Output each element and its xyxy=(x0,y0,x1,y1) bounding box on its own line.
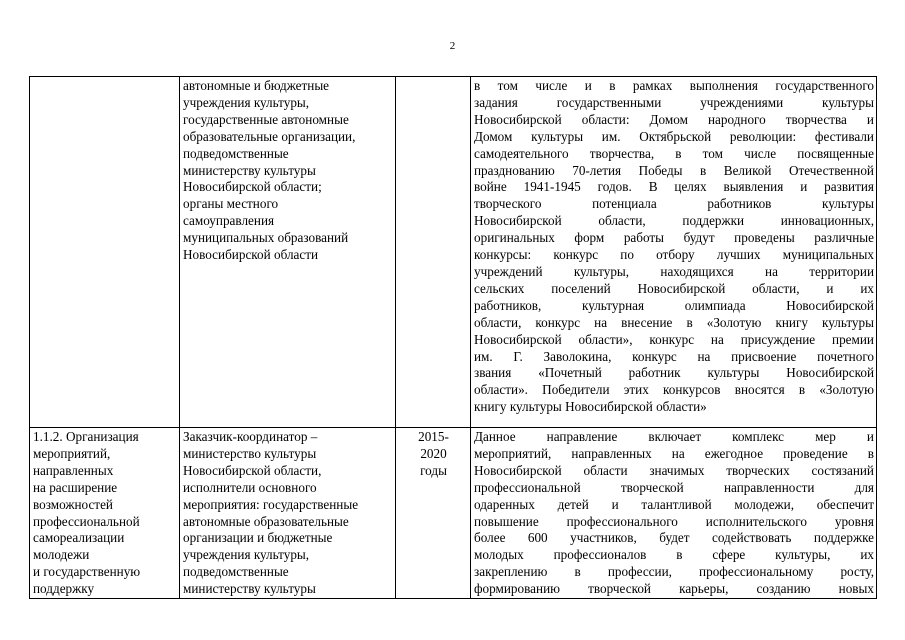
cell-text-line: задания государственными учреждениями культуры xyxy=(474,94,874,110)
cell-text-line: учреждения культуры, xyxy=(183,547,310,563)
description-cell xyxy=(471,428,877,599)
cell-text-line: мероприятий, xyxy=(33,445,111,461)
description-cell xyxy=(471,77,877,428)
table-row xyxy=(30,428,877,599)
cell-text-line: 1.1.2. Организация xyxy=(33,429,139,444)
cell-text-line: Новосибирской области xyxy=(183,247,319,263)
cell-text-line: области». Победители этих конкурсов вносятся в «Золотую xyxy=(474,382,874,398)
cell-text-line: работников, культурная олимпиада Новосибирской xyxy=(474,297,874,313)
cell-text-line: государственные автономные xyxy=(183,111,349,127)
cell-text-line: образовательные организации, xyxy=(183,128,356,144)
cell-text-line: Домом культуры им. Октябрьской революции: фестивали xyxy=(474,128,874,144)
cell-text-line: формированию творческой карьеры, созданию новых xyxy=(474,581,874,597)
cell-text-line: мероприятий, направленных на ежегодное проведение в xyxy=(474,445,874,461)
cell-text-line: годы xyxy=(420,462,447,478)
cell-text-line: им. Г. Заволокина, конкурс на присвоение почетного xyxy=(474,348,874,364)
cell-text-line: автономные и бюджетные xyxy=(183,78,330,93)
cell-text-line: Новосибирской области: Домом народного творчества и xyxy=(474,111,874,127)
cell-text-line: учреждений культуры, находящихся на территории xyxy=(474,263,874,279)
cell-text-line: министерству культуры xyxy=(183,162,316,178)
cell-text-line: подведомственные xyxy=(183,564,289,580)
cell-text-line: и государственную xyxy=(33,564,141,580)
cell-text-line: молодежи xyxy=(33,547,90,563)
cell-text-line: Заказчик-координатор – xyxy=(183,429,318,444)
cell-text-line: муниципальных образований xyxy=(183,230,349,246)
cell-text-line: Новосибирской области значимых творческих состязаний xyxy=(474,462,874,478)
cell-text-line: сельских поселений Новосибирской области, и их xyxy=(474,280,874,296)
period-cell xyxy=(396,77,471,428)
cell-text-line: организации и бюджетные xyxy=(183,530,333,546)
cell-text-line: подведомственные xyxy=(183,145,289,161)
cell-text-line: молодых профессионалов в сфере культуры, их xyxy=(474,547,874,563)
cell-text-line: 2015- xyxy=(418,429,449,444)
cell-text-line: учреждения культуры, xyxy=(183,94,310,110)
cell-text-line: исполнители основного xyxy=(183,479,317,495)
cell-text-line: Новосибирской области, поддержки инновационных, xyxy=(474,213,874,229)
program-activities-table xyxy=(29,76,877,599)
cell-text-line: профессиональной творческой направленности для xyxy=(474,479,874,495)
activity-name-cell xyxy=(30,77,180,428)
cell-text-line: самодеятельного творчества, в том числе посвященные xyxy=(474,145,874,161)
cell-text-line: Данное направление включает комплекс мер и xyxy=(474,429,874,444)
page-number: 2 xyxy=(449,40,456,52)
cell-text-line: Новосибирской области», конкурс на присуждение премии xyxy=(474,331,874,347)
cell-text-line: одаренных детей и талантливой молодежи, обеспечит xyxy=(474,496,874,512)
cell-text-line: Новосибирской области, xyxy=(183,462,322,478)
activity-name-cell xyxy=(30,428,180,599)
cell-text-line: звания «Почетный работник культуры Новосибирской xyxy=(474,365,874,381)
executors-cell xyxy=(180,428,396,599)
cell-text-line: закреплению в профессии, профессиональному росту, xyxy=(474,564,874,580)
cell-text-line: возможностей xyxy=(33,496,113,512)
cell-text-line: войне 1941-1945 годов. В целях выявления и развития xyxy=(474,179,874,195)
cell-text-line: в том числе и в рамках выполнения государственного xyxy=(474,78,874,93)
cell-text-line: мероприятия: государственные xyxy=(183,496,359,512)
period-cell xyxy=(396,428,471,599)
cell-text-line: самореализации xyxy=(33,530,125,546)
cell-text-line: области, конкурс на внесение в «Золотую книгу культуры xyxy=(474,314,874,330)
cell-text-line: органы местного xyxy=(183,196,279,212)
cell-text-line: направленных xyxy=(33,462,114,478)
cell-text-line: оригинальных форм работы будут проведены различные xyxy=(474,230,874,246)
cell-text-line: книгу культуры Новосибирской области» xyxy=(474,399,707,415)
cell-text-line: министерству культуры xyxy=(183,581,316,597)
cell-text-line: Новосибирской области; xyxy=(183,179,322,195)
cell-text-line: самоуправления xyxy=(183,213,275,229)
table-row xyxy=(30,77,877,428)
executors-cell xyxy=(180,77,396,428)
cell-text-line: 2020 xyxy=(420,445,447,461)
cell-text-line: творческого потенциала работников культуры xyxy=(474,196,874,212)
cell-text-line: конкурсы: конкурс по отбору лучших муниципальных xyxy=(474,247,874,263)
cell-text-line: повышение профессионального исполнительского уровня xyxy=(474,513,874,529)
cell-text-line: автономные образовательные xyxy=(183,513,349,529)
cell-text-line: профессиональной xyxy=(33,513,140,529)
cell-text-line: на расширение xyxy=(33,479,118,495)
cell-text-line: празднованию 70-летия Победы в Великой Отечественной xyxy=(474,162,874,178)
cell-text-line: поддержку xyxy=(33,581,95,597)
cell-text-line: более 600 участников, будет содействовать поддержке xyxy=(474,530,874,546)
cell-text-line: министерство культуры xyxy=(183,445,317,461)
